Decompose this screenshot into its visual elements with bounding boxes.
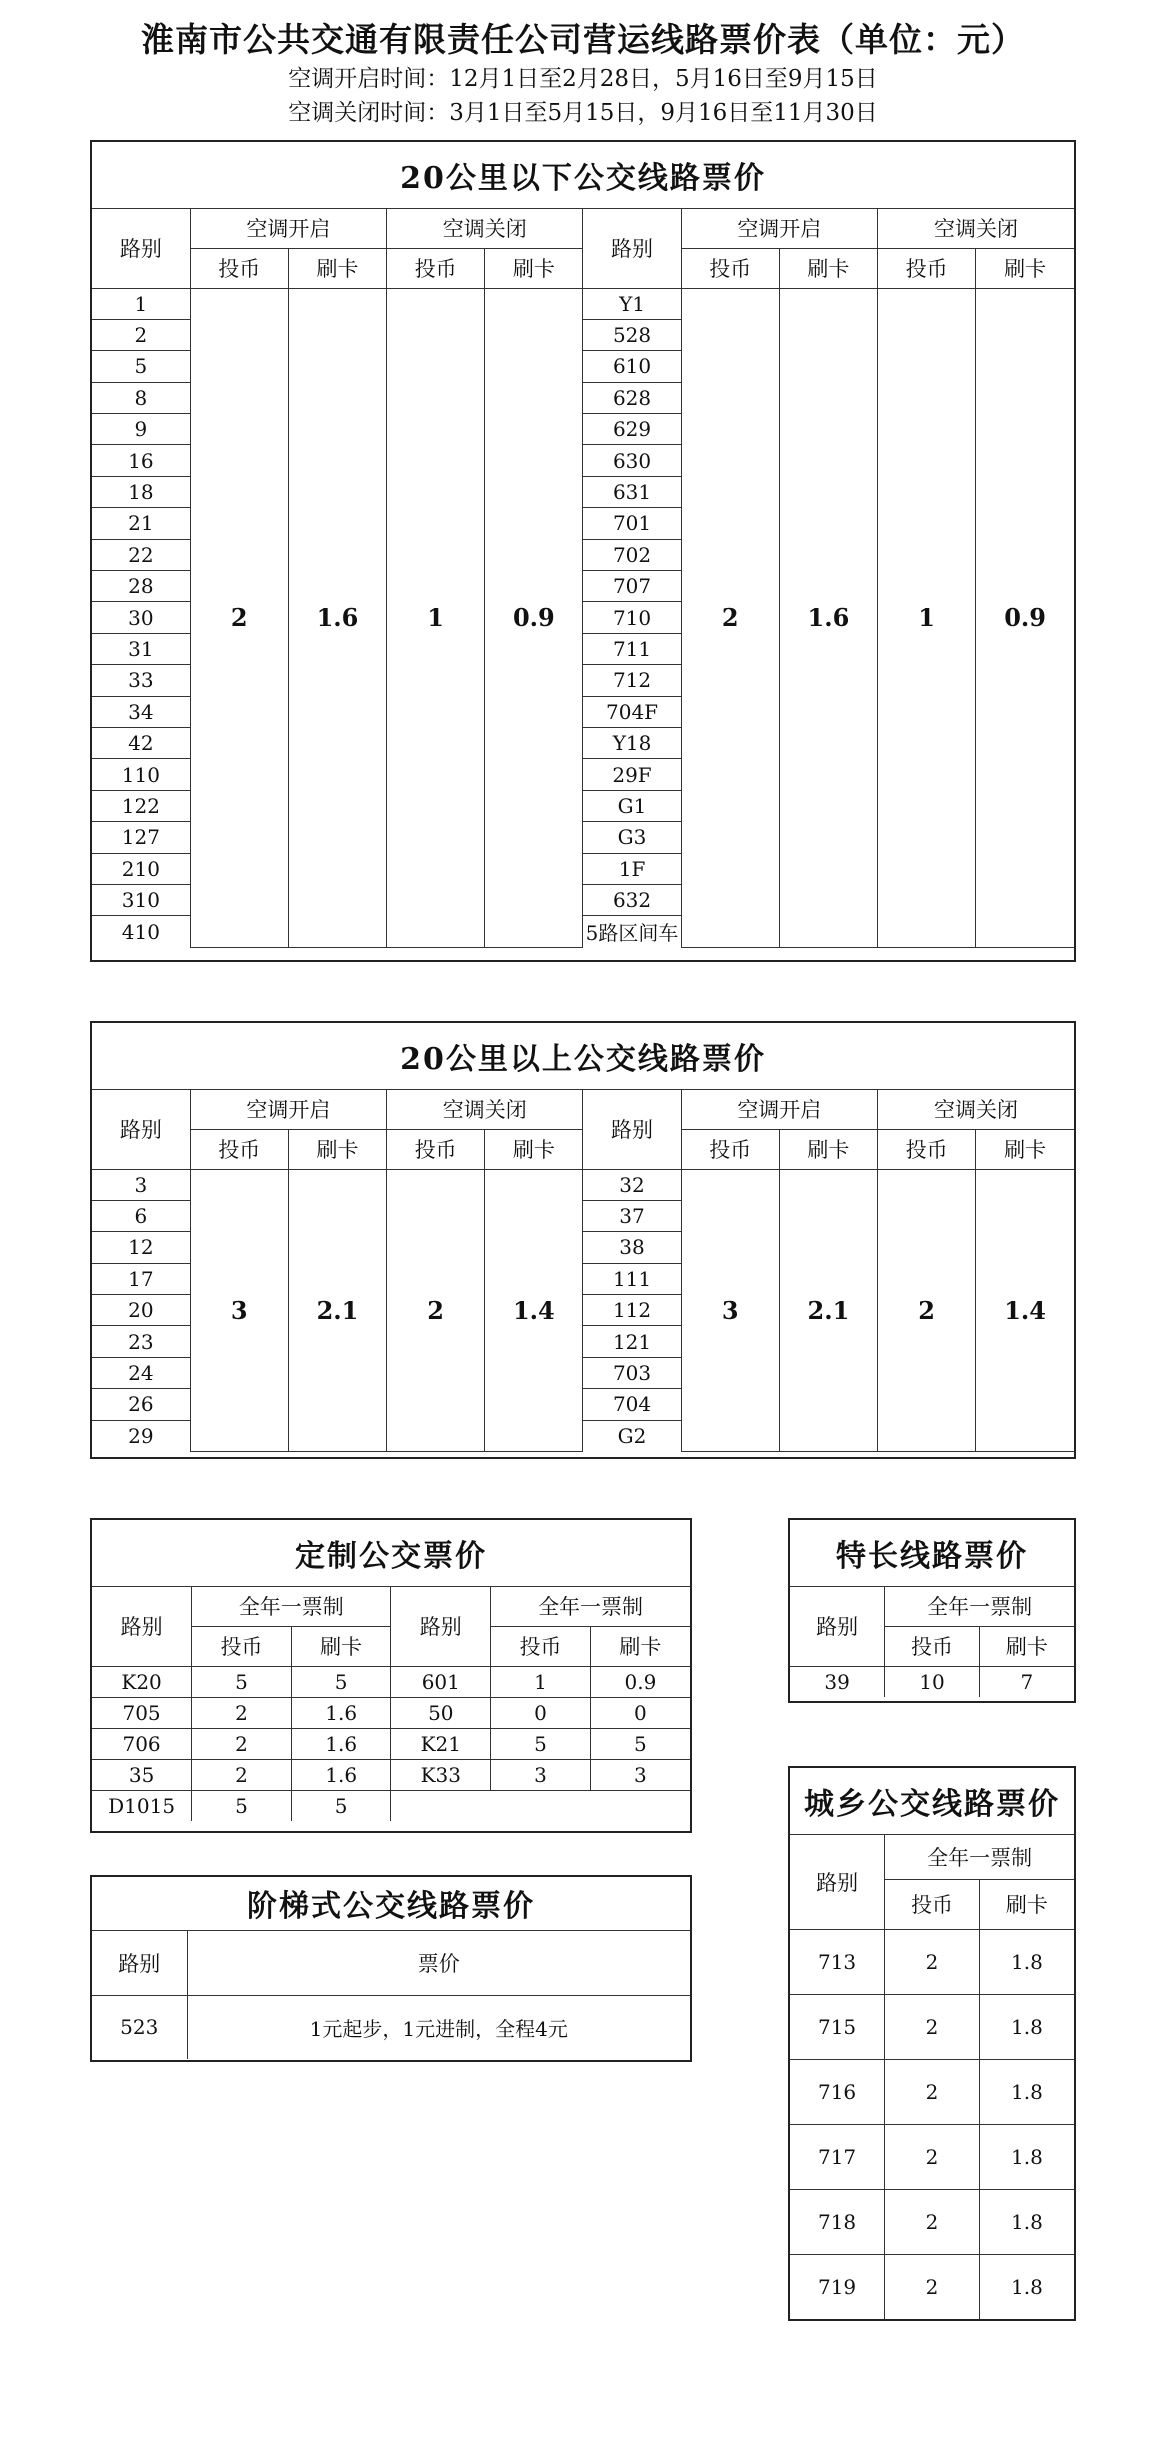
- table-title: 20公里以上公交线路票价: [92, 1023, 1074, 1089]
- coin-fare-cell: 0: [491, 1697, 591, 1728]
- route-cell: G2: [583, 1420, 681, 1451]
- coin-fare-cell: 2: [192, 1697, 292, 1728]
- ac-off-coin-fare: 1: [387, 288, 485, 947]
- route-cell: 121: [583, 1326, 681, 1357]
- ac-on-coin-fare: 2: [190, 288, 288, 947]
- table-row: [92, 1995, 690, 2059]
- coin-header: 投币: [387, 248, 485, 288]
- route-cell: 310: [92, 884, 190, 915]
- ac-on-coin-fare: 3: [190, 1169, 288, 1452]
- route-cell: 29: [92, 1420, 190, 1451]
- ac-off-card-fare: 0.9: [976, 288, 1074, 947]
- one-fare-header: 全年一票制: [885, 1586, 1074, 1626]
- route-cell: 35: [92, 1759, 192, 1790]
- route-cell: 706: [92, 1728, 192, 1759]
- route-cell: K21: [391, 1728, 491, 1759]
- card-fare-cell: 1.8: [979, 2059, 1074, 2124]
- card-fare-cell: 5: [590, 1728, 690, 1759]
- route-cell: 716: [790, 2059, 885, 2124]
- one-fare-header: 全年一票制: [885, 1834, 1074, 1879]
- route-cell: 2: [92, 319, 190, 350]
- card-fare-cell: 5: [291, 1790, 391, 1821]
- route-header: 路别: [92, 1089, 190, 1169]
- route-cell: 20: [92, 1295, 190, 1326]
- ac-off-coin-fare: 1: [878, 288, 976, 947]
- table-row: [790, 2254, 1074, 2319]
- card-header: 刷卡: [779, 248, 877, 288]
- table-row: [790, 2059, 1074, 2124]
- route-cell: 410: [92, 916, 190, 947]
- card-header: 刷卡: [485, 248, 583, 288]
- route-cell: 39: [790, 1666, 885, 1697]
- coin-fare-cell: 2: [885, 2189, 980, 2254]
- table-row: [92, 1666, 690, 1697]
- coin-fare-cell: 2: [192, 1759, 292, 1790]
- route-cell: 715: [790, 1994, 885, 2059]
- coin-fare-cell: 2: [885, 1994, 980, 2059]
- route-cell: 719: [790, 2254, 885, 2319]
- route-cell: 127: [92, 822, 190, 853]
- card-header: 刷卡: [291, 1626, 391, 1666]
- route-header: 路别: [92, 1586, 192, 1666]
- route-header: 路别: [583, 208, 681, 288]
- route-cell: 610: [583, 351, 681, 382]
- card-header: 刷卡: [288, 1129, 386, 1169]
- route-cell: 5路区间车: [583, 916, 681, 947]
- route-header: 路别: [92, 208, 190, 288]
- route-header: 路别: [790, 1586, 885, 1666]
- card-fare-cell: 1.8: [979, 1994, 1074, 2059]
- route-cell: 630: [583, 445, 681, 476]
- route-cell: 34: [92, 696, 190, 727]
- route-cell: 50: [391, 1697, 491, 1728]
- card-fare-cell: 1.6: [291, 1759, 391, 1790]
- route-cell: K33: [391, 1759, 491, 1790]
- card-header: 刷卡: [288, 248, 386, 288]
- route-cell: 26: [92, 1389, 190, 1420]
- route-cell: 29F: [583, 759, 681, 790]
- ac-on-coin-fare: 3: [681, 1169, 779, 1452]
- route-cell: 707: [583, 571, 681, 602]
- ac-on-card-fare: 1.6: [779, 288, 877, 947]
- ac-off-header: 空调关闭: [387, 1089, 583, 1129]
- route-cell: 16: [92, 445, 190, 476]
- coin-fare-cell: 2: [885, 2254, 980, 2319]
- route-cell: 32: [583, 1169, 681, 1200]
- table-row: [790, 2124, 1074, 2189]
- table-title: 阶梯式公交线路票价: [92, 1877, 690, 1930]
- ac-on-card-fare: 1.6: [288, 288, 386, 947]
- route-header: 路别: [92, 1930, 187, 1995]
- ac-off-header: 空调关闭: [878, 1089, 1075, 1129]
- coin-header: 投币: [885, 1879, 980, 1929]
- card-fare-cell: 5: [291, 1666, 391, 1697]
- route-cell: 33: [92, 665, 190, 696]
- coin-header: 投币: [190, 248, 288, 288]
- route-cell: 42: [92, 727, 190, 758]
- coin-header: 投币: [387, 1129, 485, 1169]
- ac-off-period: 空调关闭时间：3月1日至5月15日，9月16日至11月30日: [288, 100, 878, 126]
- ac-on-card-fare: 2.1: [779, 1169, 877, 1452]
- coin-header: 投币: [878, 248, 976, 288]
- coin-fare-cell: 2: [885, 1929, 980, 1994]
- route-cell: 718: [790, 2189, 885, 2254]
- route-cell: 1F: [583, 853, 681, 884]
- ac-on-card-fare: 2.1: [288, 1169, 386, 1452]
- route-cell: 28: [92, 571, 190, 602]
- route-cell: 717: [790, 2124, 885, 2189]
- table-row: [790, 1929, 1074, 1994]
- route-cell: 24: [92, 1357, 190, 1388]
- table-row: [92, 1759, 690, 1790]
- route-cell: G1: [583, 790, 681, 821]
- route-cell: 210: [92, 853, 190, 884]
- card-fare-cell: 1.6: [291, 1728, 391, 1759]
- fare-table-under-20km: [90, 140, 1076, 962]
- table-row: [92, 1169, 1074, 1200]
- card-fare-cell: 0.9: [590, 1666, 690, 1697]
- card-fare-cell: 0: [590, 1697, 690, 1728]
- table-row: [92, 1790, 690, 1821]
- one-fare-header: 全年一票制: [192, 1586, 391, 1626]
- coin-fare-cell: 1: [491, 1666, 591, 1697]
- route-cell: 712: [583, 665, 681, 696]
- coin-fare-cell: 10: [885, 1666, 980, 1697]
- card-header: 刷卡: [590, 1626, 690, 1666]
- route-cell: 22: [92, 539, 190, 570]
- special-long-route-fare-table: [788, 1518, 1076, 1703]
- route-cell: 703: [583, 1357, 681, 1388]
- table-row: [92, 1728, 690, 1759]
- route-cell: 17: [92, 1263, 190, 1294]
- one-fare-header: 全年一票制: [491, 1586, 690, 1626]
- card-header: 刷卡: [976, 248, 1074, 288]
- route-cell: 30: [92, 602, 190, 633]
- coin-fare-cell: 5: [192, 1666, 292, 1697]
- table-row: [790, 1666, 1074, 1697]
- route-cell: 9: [92, 414, 190, 445]
- route-header: 路别: [391, 1586, 491, 1666]
- route-cell: 5: [92, 351, 190, 382]
- empty-cell: [391, 1790, 690, 1821]
- route-cell: 628: [583, 382, 681, 413]
- route-cell: Y1: [583, 288, 681, 319]
- route-cell: 18: [92, 476, 190, 507]
- card-header: 刷卡: [779, 1129, 877, 1169]
- custom-bus-fare-table: [90, 1518, 692, 1833]
- card-fare-cell: 3: [590, 1759, 690, 1790]
- route-cell: 702: [583, 539, 681, 570]
- fare-description-cell: 1元起步，1元进制，全程4元: [187, 1995, 690, 2059]
- card-fare-cell: 1.6: [291, 1697, 391, 1728]
- ac-on-header: 空调开启: [681, 1089, 877, 1129]
- ac-off-header: 空调关闭: [387, 208, 583, 248]
- route-cell: 713: [790, 1929, 885, 1994]
- route-cell: 1: [92, 288, 190, 319]
- route-cell: 38: [583, 1232, 681, 1263]
- table-title: 特长线路票价: [790, 1520, 1074, 1586]
- route-cell: 704: [583, 1389, 681, 1420]
- card-fare-cell: 1.8: [979, 2124, 1074, 2189]
- coin-header: 投币: [885, 1626, 980, 1666]
- route-cell: 711: [583, 633, 681, 664]
- ac-off-card-fare: 1.4: [976, 1169, 1074, 1452]
- coin-header: 投币: [190, 1129, 288, 1169]
- ac-on-header: 空调开启: [681, 208, 877, 248]
- coin-fare-cell: 5: [192, 1790, 292, 1821]
- card-fare-cell: 1.8: [979, 2189, 1074, 2254]
- ladder-fare-table: [90, 1875, 692, 2062]
- route-cell: 601: [391, 1666, 491, 1697]
- table-row: [92, 288, 1074, 319]
- coin-header: 投币: [491, 1626, 591, 1666]
- route-cell: 23: [92, 1326, 190, 1357]
- route-cell: K20: [92, 1666, 192, 1697]
- table-row: [790, 1994, 1074, 2059]
- route-cell: 523: [92, 1995, 187, 2059]
- ac-off-card-fare: 0.9: [485, 288, 583, 947]
- table-row: [790, 2189, 1074, 2254]
- card-fare-cell: 7: [979, 1666, 1074, 1697]
- table-title: 20公里以下公交线路票价: [92, 142, 1074, 208]
- coin-fare-cell: 3: [491, 1759, 591, 1790]
- ac-on-header: 空调开启: [190, 1089, 386, 1129]
- fare-table-over-20km: [90, 1021, 1076, 1459]
- route-cell: 112: [583, 1295, 681, 1326]
- route-cell: 710: [583, 602, 681, 633]
- route-cell: 12: [92, 1232, 190, 1263]
- route-cell: 632: [583, 884, 681, 915]
- coin-header: 投币: [681, 248, 779, 288]
- card-fare-cell: 1.8: [979, 2254, 1074, 2319]
- fare-header: 票价: [187, 1930, 690, 1995]
- route-cell: 31: [92, 633, 190, 664]
- card-header: 刷卡: [979, 1879, 1074, 1929]
- ac-on-period: 空调开启时间：12月1日至2月28日，5月16日至9月15日: [288, 66, 878, 92]
- ac-on-header: 空调开启: [190, 208, 386, 248]
- table-row: [92, 1697, 690, 1728]
- route-cell: 3: [92, 1169, 190, 1200]
- coin-fare-cell: 2: [885, 2124, 980, 2189]
- card-header: 刷卡: [979, 1626, 1074, 1666]
- coin-header: 投币: [192, 1626, 292, 1666]
- card-header: 刷卡: [976, 1129, 1074, 1169]
- route-cell: 629: [583, 414, 681, 445]
- card-header: 刷卡: [485, 1129, 583, 1169]
- route-cell: Y18: [583, 727, 681, 758]
- ac-off-coin-fare: 2: [878, 1169, 976, 1452]
- coin-fare-cell: 5: [491, 1728, 591, 1759]
- route-cell: 631: [583, 476, 681, 507]
- route-cell: 528: [583, 319, 681, 350]
- rural-bus-fare-table: [788, 1766, 1076, 2321]
- table-title: 定制公交票价: [92, 1520, 690, 1586]
- route-cell: G3: [583, 822, 681, 853]
- route-cell: 110: [92, 759, 190, 790]
- card-fare-cell: 1.8: [979, 1929, 1074, 1994]
- ac-off-card-fare: 1.4: [485, 1169, 583, 1452]
- page-title: 淮南市公共交通有限责任公司营运线路票价表（单位：元）: [141, 20, 1025, 59]
- route-cell: 8: [92, 382, 190, 413]
- route-cell: 21: [92, 508, 190, 539]
- coin-fare-cell: 2: [885, 2059, 980, 2124]
- route-cell: 111: [583, 1263, 681, 1294]
- coin-header: 投币: [681, 1129, 779, 1169]
- route-cell: 37: [583, 1200, 681, 1231]
- route-cell: 704F: [583, 696, 681, 727]
- ac-off-header: 空调关闭: [878, 208, 1075, 248]
- coin-fare-cell: 2: [192, 1728, 292, 1759]
- route-header: 路别: [790, 1834, 885, 1929]
- route-header: 路别: [583, 1089, 681, 1169]
- route-cell: 6: [92, 1200, 190, 1231]
- coin-header: 投币: [878, 1129, 976, 1169]
- ac-off-coin-fare: 2: [387, 1169, 485, 1452]
- route-cell: 122: [92, 790, 190, 821]
- ac-on-coin-fare: 2: [681, 288, 779, 947]
- table-title: 城乡公交线路票价: [790, 1768, 1074, 1834]
- route-cell: 701: [583, 508, 681, 539]
- route-cell: D1015: [92, 1790, 192, 1821]
- route-cell: 705: [92, 1697, 192, 1728]
